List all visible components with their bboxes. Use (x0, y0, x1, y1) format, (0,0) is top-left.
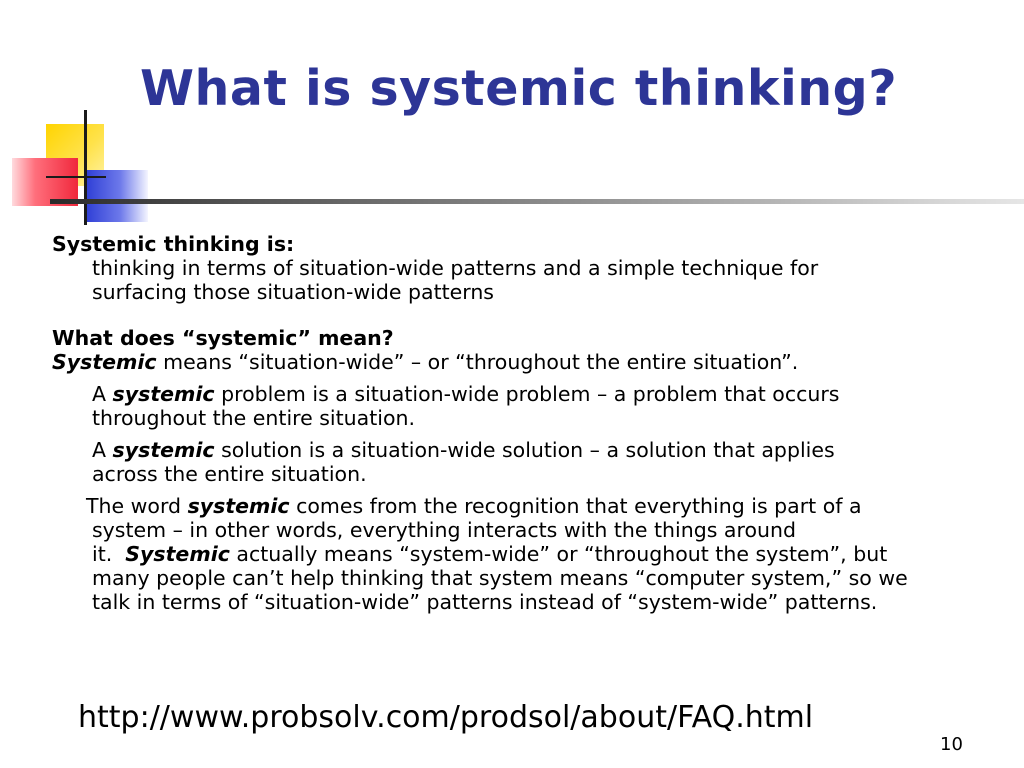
definition-line-2: surfacing those situation-wide patterns (92, 280, 494, 304)
problem-line-2: throughout the entire situation. (92, 406, 415, 430)
word-line-1 (52, 494, 992, 518)
word-intro: The word (86, 494, 188, 518)
means-term: Systemic (52, 350, 157, 374)
title-ornament (0, 0, 1024, 240)
solution-term: systemic (112, 438, 215, 462)
word-line3-term: Systemic (125, 542, 230, 566)
solution-text: solution is a situation-wide solution – a solution that applies (214, 438, 835, 462)
word-line3-start: it. (92, 542, 126, 566)
word-text: comes from the recognition that everything is part of a (289, 494, 862, 518)
means-line (52, 350, 992, 374)
short-horizontal-line (46, 176, 106, 178)
vertical-line (84, 110, 87, 225)
word-line-2: system – in other words, everything interacts with the things around (92, 518, 797, 542)
source-url[interactable]: http://www.probsolv.com/prodsol/about/FAQ.html (78, 700, 814, 735)
means-text: means “situation-wide” – or “throughout the entire situation”. (156, 350, 799, 374)
title-underline-rule (50, 199, 1024, 204)
word-line-4: many people can’t help thinking that system means “computer system,” so we (92, 566, 908, 590)
problem-article: A (92, 382, 113, 406)
problem-term: systemic (112, 382, 215, 406)
word-term: systemic (187, 494, 290, 518)
slide-title: What is systemic thinking? (140, 60, 898, 117)
definition-line-1: thinking in terms of situation-wide patterns and a simple technique for (92, 256, 819, 280)
page-number: 10 (940, 734, 963, 755)
word-line-5: talk in terms of “situation-wide” patterns instead of “system-wide” patterns. (92, 590, 878, 614)
solution-line-1 (52, 438, 992, 462)
solution-article: A (92, 438, 113, 462)
problem-text: problem is a situation-wide problem – a problem that occurs (214, 382, 840, 406)
solution-line-2: across the entire situation. (92, 462, 367, 486)
heading-systemic-thinking: Systemic thinking is: (52, 232, 295, 256)
problem-line-1 (52, 382, 992, 406)
heading-what-does-systemic-mean: What does “systemic” mean? (52, 326, 394, 350)
word-line-3 (52, 542, 992, 566)
slide-body (52, 232, 992, 614)
word-line3-text: actually means “system-wide” or “throughout the system”, but (229, 542, 888, 566)
